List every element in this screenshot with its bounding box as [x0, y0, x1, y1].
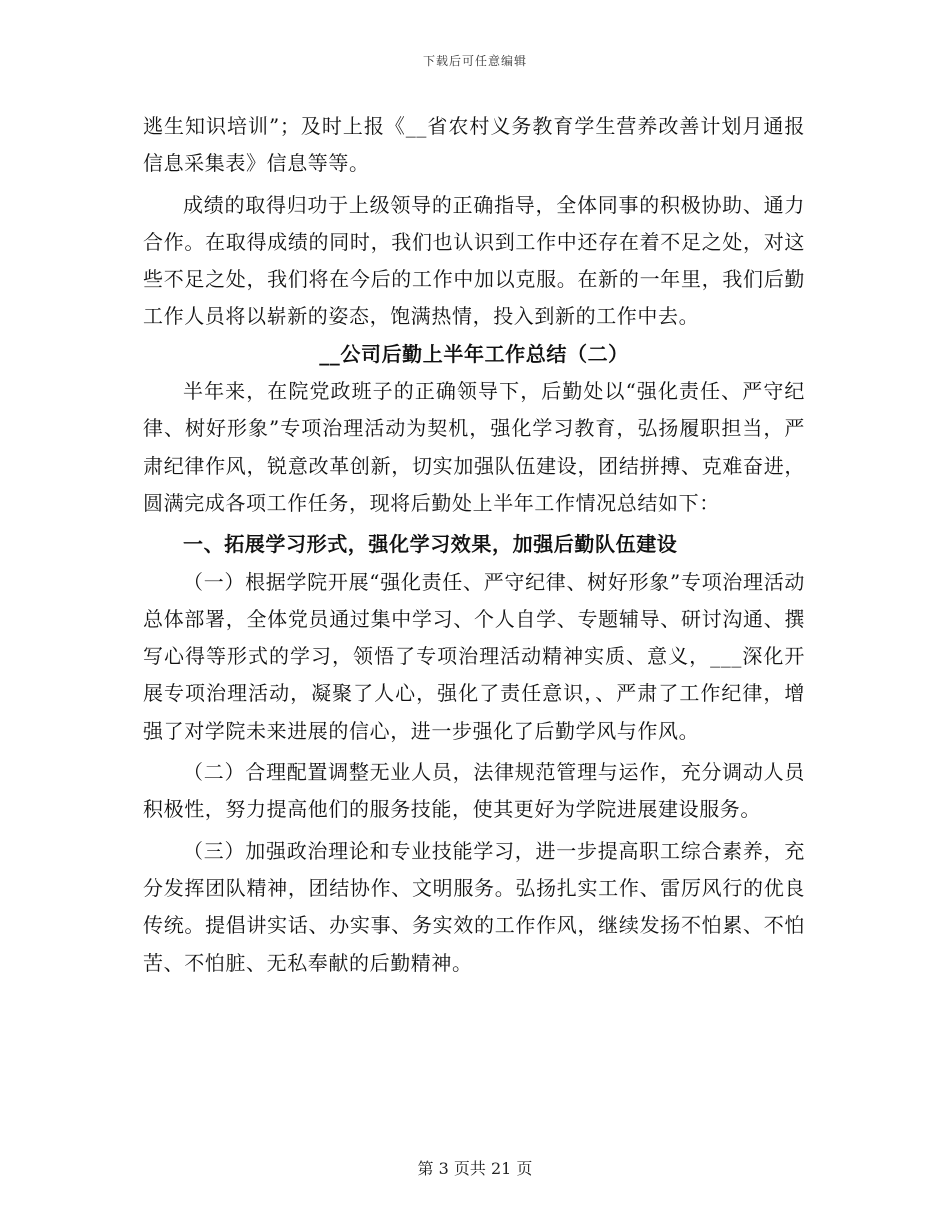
paragraph: （一）根据学院开展“强化责任、严守纪律、树好形象”专项治理活动总体部署，全体党员通过集中学习、个人自学、专题辅导、研讨沟通、撰写心得等形式的学习，领悟了专项治理活动精神实质、意义，___深化开展专项治理活动，凝聚了人心，强化了责任意识，、严肃了工作纪律，增强了对学院未来进展的信心，进一步强化了后勤学风与作风。 [143, 569, 805, 743]
paragraph-continued: 逃生知识培训”；及时上报《__省农村义务教育学生营养改善计划月通报信息采集表》信息等等。 [143, 114, 805, 176]
section-heading: 一、拓展学习形式，强化学习效果，加强后勤队伍建设 [183, 532, 678, 557]
paragraph: 半年来，在院党政班子的正确领导下，后勤处以“强化责任、严守纪律、树好形象”专项治理活动为契机，强化学习教育，弘扬履职担当，严肃纪律作风，锐意改革创新，切实加强队伍建设，团结拼搏、克难奋进，圆满完成各项工作任务，现将后勤处上半年工作情况总结如下： [143, 379, 805, 515]
page-footer: 第 3 页共 21 页 [417, 1159, 533, 1178]
section-title: __公司后勤上半年工作总结（二） [319, 341, 629, 366]
paragraph: （二）合理配置调整无业人员，法律规范管理与运作，充分调动人员积极性，努力提高他们的服务技能，使其更好为学院进展建设服务。 [143, 760, 805, 822]
paragraph: 成绩的取得归功于上级领导的正确指导，全体同事的积极协助、通力合作。在取得成绩的同时，我们也认识到工作中还存在着不足之处，对这些不足之处，我们将在今后的工作中加以克服。在新的一年里，我们后勤工作人员将以崭新的姿态，饱满热情，投入到新的工作中去。 [143, 192, 805, 329]
page-header: 下载后可任意编辑 [422, 54, 527, 68]
paragraph: （三）加强政治理论和专业技能学习，进一步提高职工综合素养，充分发挥团队精神，团结协作、文明服务。弘扬扎实工作、雷厉风行的优良传统。提倡讲实话、办实事、务实效的工作作风，继续发扬不怕累、不怕苦、不怕脏、无私奉献的后勤精神。 [143, 838, 805, 975]
document-body [143, 108, 805, 982]
